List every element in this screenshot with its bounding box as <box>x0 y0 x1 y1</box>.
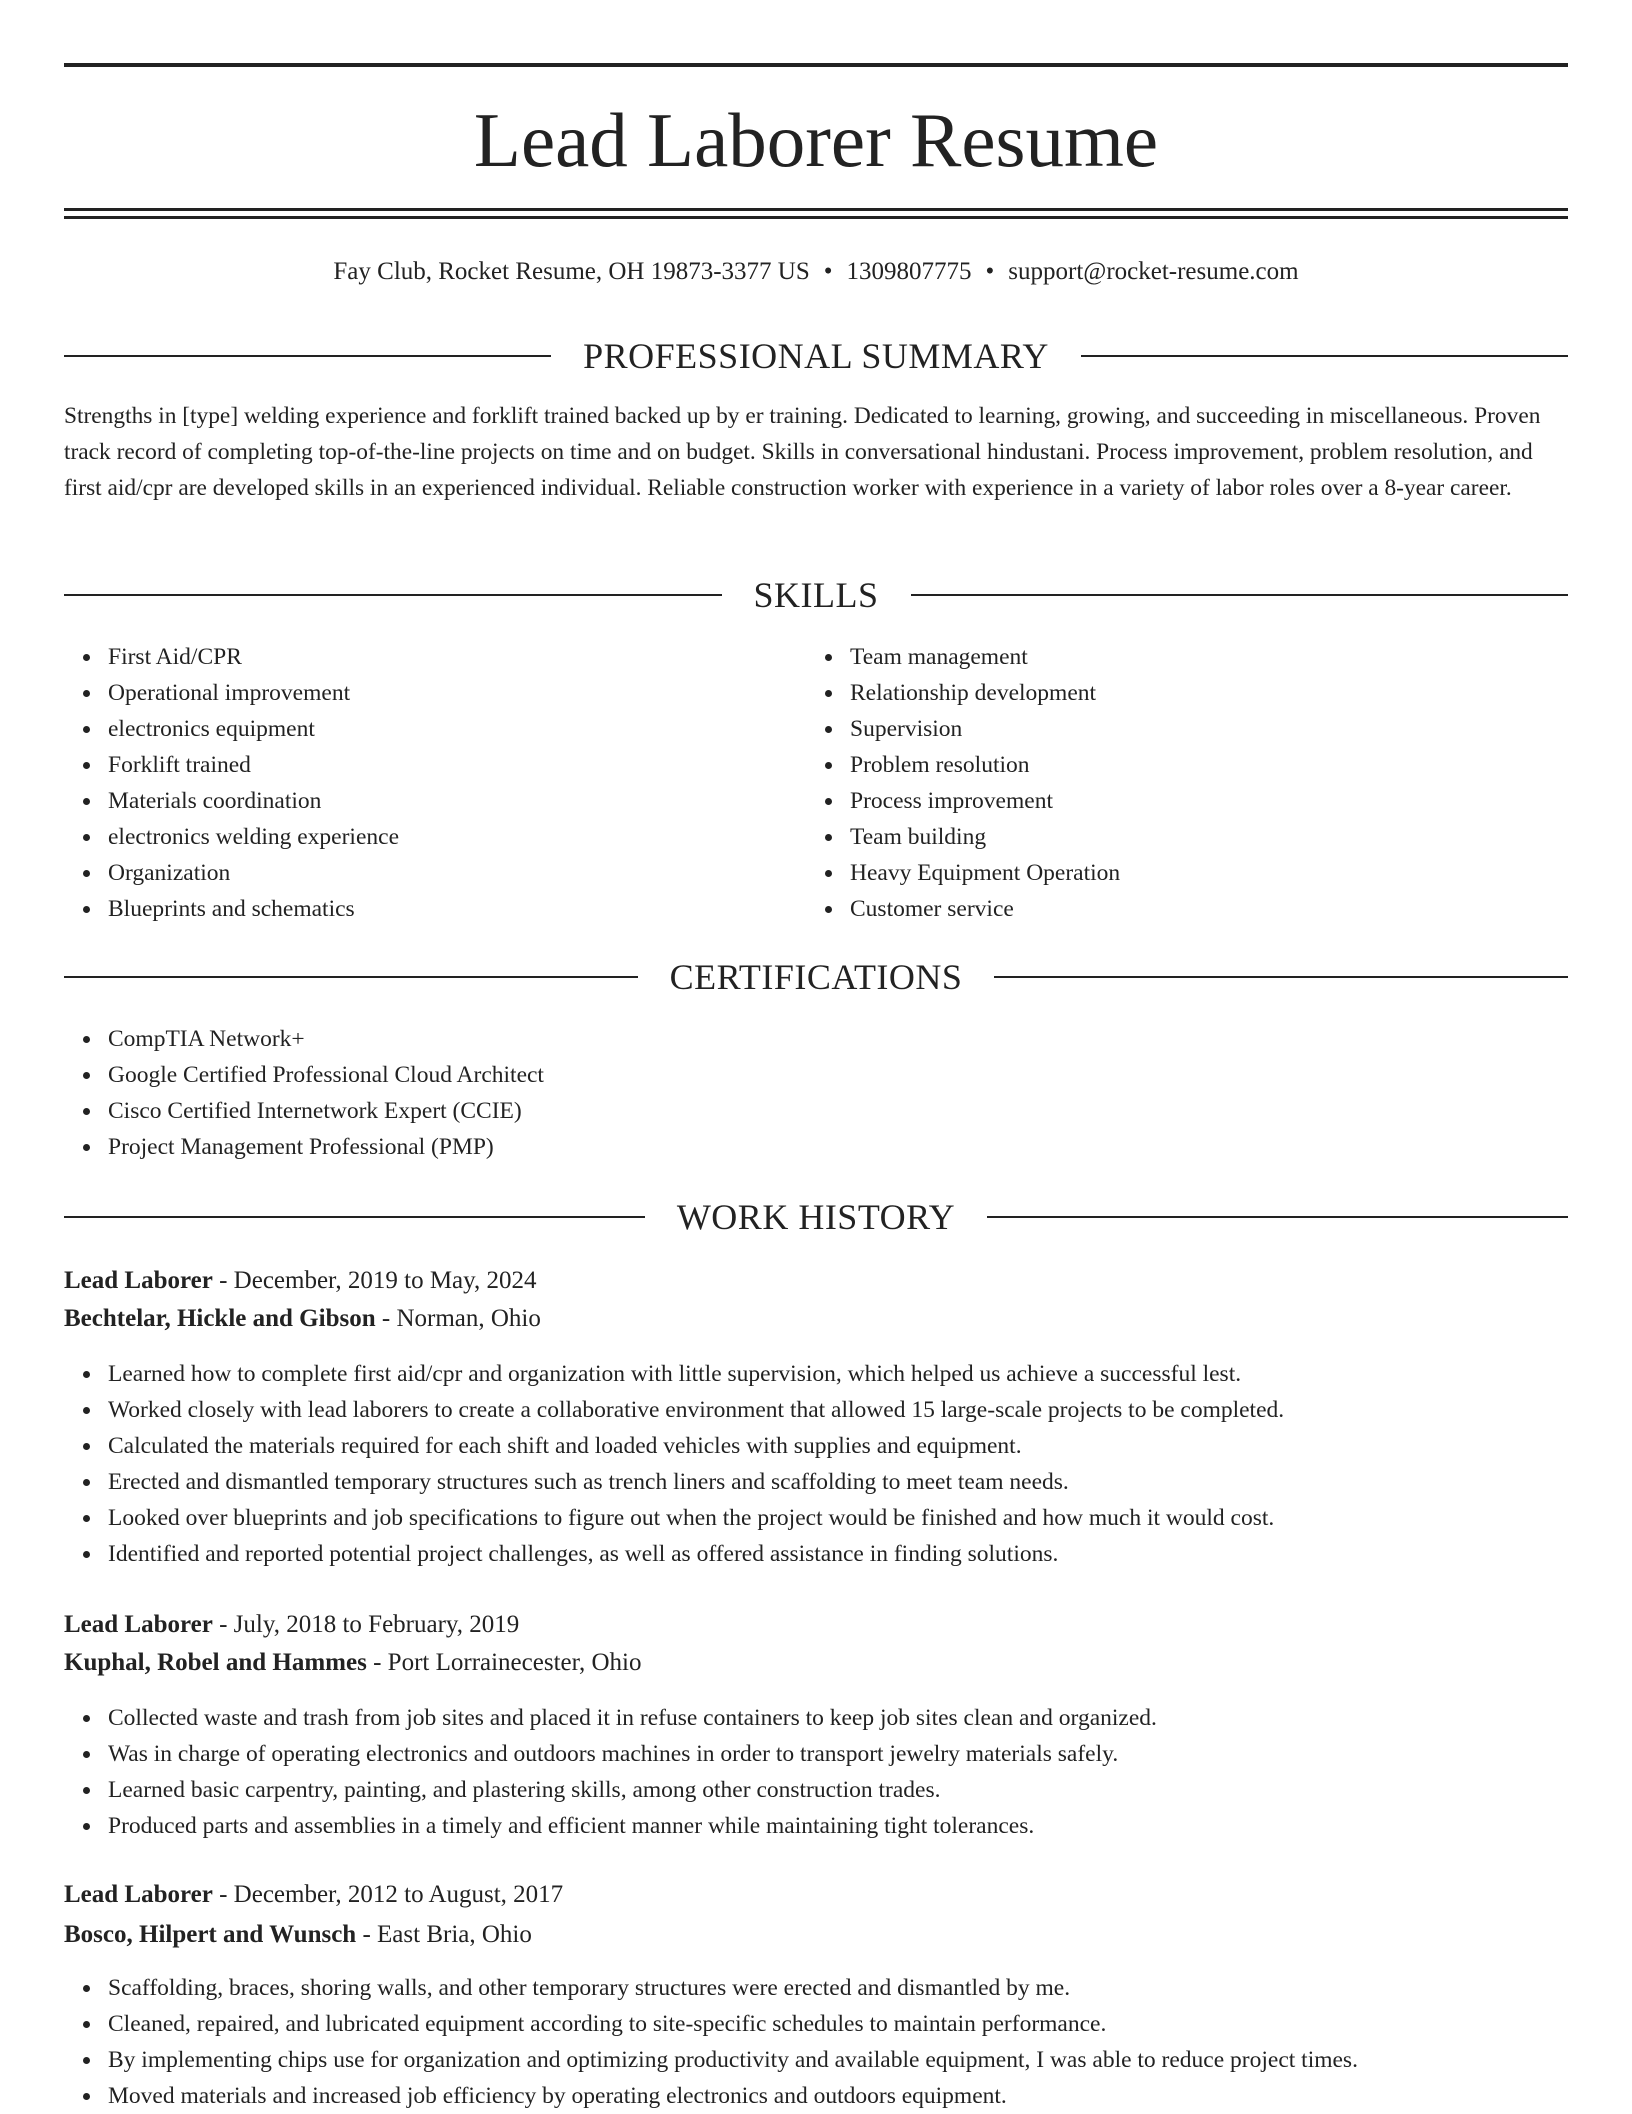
title-rule-upper <box>64 208 1568 211</box>
divider-line <box>64 1216 645 1218</box>
job-duty: Was in charge of operating electronics and outdoors machines in order to transport jewelry materials safely. <box>108 1736 1612 1772</box>
job-dates: December, 2019 to May, 2024 <box>233 1267 537 1294</box>
job-title: Lead Laborer <box>64 1267 213 1294</box>
job-duties-list <box>64 1970 1612 2114</box>
job-company: Bechtelar, Hickle and Gibson <box>64 1305 376 1332</box>
skill-item: Relationship development <box>850 675 1610 711</box>
job-company: Kuphal, Robel and Hammes <box>64 1649 367 1676</box>
top-rule <box>64 63 1568 67</box>
job-duty: Erected and dismantled temporary structures such as trench liners and scaffolding to meet team needs. <box>108 1464 1612 1500</box>
job-dates: July, 2018 to February, 2019 <box>233 1611 520 1638</box>
skill-item: Process improvement <box>850 783 1610 819</box>
section-title: SKILLS <box>753 575 879 615</box>
dash: - <box>212 1611 234 1638</box>
divider-line <box>1081 355 1568 357</box>
job-duty: Cleaned, repaired, and lubricated equipment according to site-specific schedules to maintain performance. <box>108 2006 1612 2042</box>
job-title: Lead Laborer <box>64 1611 213 1638</box>
divider-line <box>994 976 1568 978</box>
job-location: Port Lorrainecester, Ohio <box>387 1649 642 1676</box>
dash: - <box>212 1881 234 1908</box>
job-duty: Identified and reported potential project challenges, as well as offered assistance in finding solutions. <box>108 1536 1612 1572</box>
job-title-line <box>64 1263 1568 1299</box>
skill-item: electronics equipment <box>108 711 808 747</box>
dash: - <box>356 1921 378 1948</box>
dash: - <box>375 1305 397 1332</box>
certification-item: Project Management Professional (PMP) <box>108 1129 1612 1165</box>
certification-item: CompTIA Network+ <box>108 1021 1612 1057</box>
job-duty: Worked closely with lead laborers to create a collaborative environment that allowed 15 large-scale projects to be completed. <box>108 1392 1612 1428</box>
skill-item: Team management <box>850 639 1610 675</box>
contact-separator: • <box>985 258 995 285</box>
contact-phone: 1309807775 <box>846 258 972 285</box>
job-title-line <box>64 1607 1568 1643</box>
dash: - <box>212 1267 234 1294</box>
certification-item: Cisco Certified Internetwork Expert (CCIE) <box>108 1093 1612 1129</box>
job-duty: Looked over blueprints and job specifications to figure out when the project would be finished and how much it would cost. <box>108 1500 1612 1536</box>
job-title: Lead Laborer <box>64 1881 213 1908</box>
divider-line <box>64 976 638 978</box>
skills-heading <box>64 573 1568 617</box>
job-duty: Produced parts and assemblies in a timely and efficient manner while maintaining tight tolerances. <box>108 1808 1612 1844</box>
section-title: WORK HISTORY <box>676 1197 956 1237</box>
job-duties-list <box>64 1356 1612 1572</box>
job-duty: By implementing chips use for organization and optimizing productivity and available equipment, I was able to reduce project times. <box>108 2042 1612 2078</box>
skills-list-right <box>806 639 1610 927</box>
divider-line <box>64 355 551 357</box>
certifications-list <box>64 1021 1612 1165</box>
skills-list-left <box>64 639 808 927</box>
job-title-line <box>64 1877 1568 1913</box>
section-title: CERTIFICATIONS <box>669 957 963 997</box>
contact-address: Fay Club, Rocket Resume, OH 19873-3377 US <box>333 258 810 285</box>
skill-item: Organization <box>108 855 808 891</box>
section-title: PROFESSIONAL SUMMARY <box>583 336 1049 376</box>
job-company-line <box>64 1301 1568 1337</box>
divider-line <box>911 594 1569 596</box>
job-dates: December, 2012 to August, 2017 <box>233 1881 564 1908</box>
skill-item: Forklift trained <box>108 747 808 783</box>
skill-item: Blueprints and schematics <box>108 891 808 927</box>
job-duty: Calculated the materials required for each shift and loaded vehicles with supplies and equipment. <box>108 1428 1612 1464</box>
skill-item: Operational improvement <box>108 675 808 711</box>
job-location: Norman, Ohio <box>396 1305 541 1332</box>
job-duty: Scaffolding, braces, shoring walls, and other temporary structures were erected and dismantled by me. <box>108 1970 1612 2006</box>
skill-item: Team building <box>850 819 1610 855</box>
skill-item: electronics welding experience <box>108 819 808 855</box>
skill-item: Problem resolution <box>850 747 1610 783</box>
contact-email: support@rocket-resume.com <box>1008 258 1299 285</box>
skill-item: Materials coordination <box>108 783 808 819</box>
job-duty: Learned how to complete first aid/cpr and organization with little supervision, which helped us achieve a successful lest. <box>108 1356 1612 1392</box>
job-company: Bosco, Hilpert and Wunsch <box>64 1921 357 1948</box>
skill-item: Heavy Equipment Operation <box>850 855 1610 891</box>
title-rule-lower <box>64 216 1568 219</box>
summary-heading <box>64 334 1568 378</box>
job-company-line <box>64 1645 1568 1681</box>
divider-line <box>987 1216 1568 1218</box>
contact-line <box>64 254 1568 290</box>
divider-line <box>64 594 722 596</box>
certification-item: Google Certified Professional Cloud Architect <box>108 1057 1612 1093</box>
job-duties-list <box>64 1700 1612 1844</box>
skill-item: First Aid/CPR <box>108 639 808 675</box>
dash: - <box>366 1649 388 1676</box>
job-location: East Bria, Ohio <box>377 1921 532 1948</box>
skill-item: Customer service <box>850 891 1610 927</box>
certifications-heading <box>64 955 1568 999</box>
summary-text: Strengths in [type] welding experience and forklift trained backed up by er training. Dedicated to learning, growing, and succeeding in miscellaneous. Proven track record of completing top-of-the-line projects on time and on budget. Skills in conversational hindustani. Process improvement, problem resolution, and first aid/cpr are developed skills in an experienced individual. Reliable construction worker with experience in a variety of labor roles over a 8-year career. <box>64 403 1541 501</box>
work-history-heading <box>64 1195 1568 1239</box>
skill-item: Supervision <box>850 711 1610 747</box>
job-duty: Learned basic carpentry, painting, and plastering skills, among other construction trades. <box>108 1772 1612 1808</box>
job-duty: Moved materials and increased job efficiency by operating electronics and outdoors equipment. <box>108 2078 1612 2114</box>
job-duty: Collected waste and trash from job sites and placed it in refuse containers to keep job sites clean and organized. <box>108 1700 1612 1736</box>
job-company-line <box>64 1917 1568 1953</box>
contact-separator: • <box>823 258 833 285</box>
page-title: Lead Laborer Resume <box>473 97 1159 183</box>
